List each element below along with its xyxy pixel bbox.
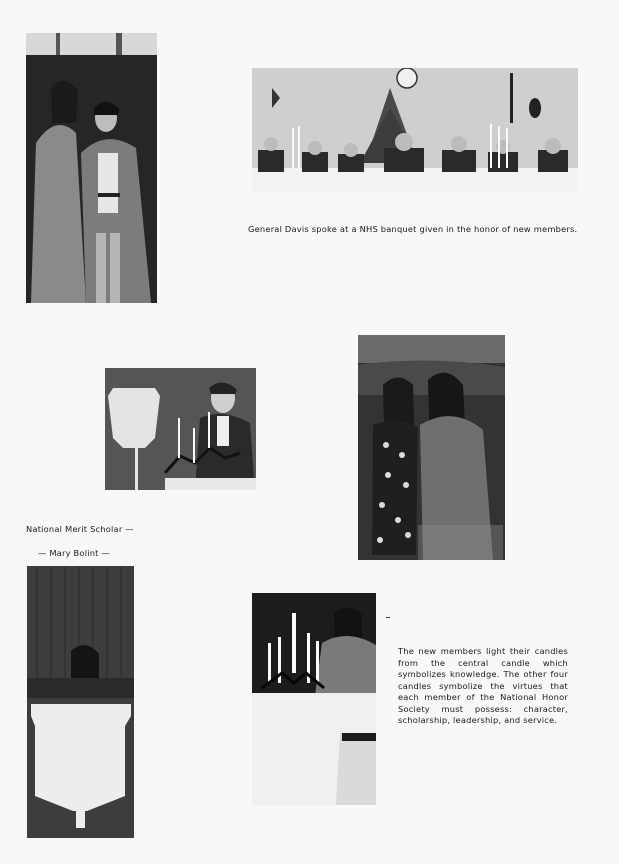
- photo-banquet: [252, 68, 578, 192]
- photo-candelabra-speaker: [105, 368, 256, 490]
- candle-lighting-caption: The new members light their candles from the central candle which symbolizes knowledge. The other four candles symbolize the virtues that each member of the National Honor Society must possess: character, scholarship, leadership, and service.: [398, 646, 568, 725]
- photo-candle-lighting: [252, 593, 376, 805]
- merit-scholar-title: National Merit Scholar —: [26, 524, 134, 534]
- banquet-caption: General Davis spoke at a NHS banquet given in the honor of new members.: [248, 224, 578, 234]
- photo-scholar-podium: [27, 566, 134, 838]
- photo-robe-pinning: [358, 335, 505, 560]
- dash-mark: [386, 617, 390, 618]
- merit-scholar-name: — Mary Bolint —: [38, 548, 110, 558]
- photo-robing-couple: [26, 33, 157, 303]
